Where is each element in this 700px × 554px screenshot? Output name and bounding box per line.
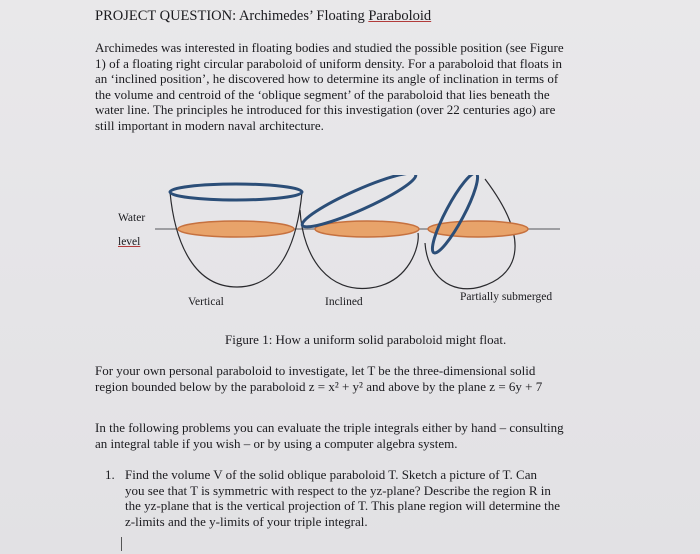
intro-line: an ‘inclined position’, he discovered how to determine its angle of inclination in terms of <box>95 71 559 86</box>
instructions-line: In the following problems you can evaluate the triple integrals either by hand – consulting <box>95 420 564 435</box>
water-cross-section <box>315 221 419 237</box>
region-line: region bounded below by the paraboloid z = x² + y² and above by the plane z = 6y + 7 <box>95 378 543 394</box>
level-label: level <box>118 236 141 248</box>
water-cross-section <box>428 221 528 237</box>
partially-submerged-paraboloid <box>425 175 528 289</box>
figure-caption: Figure 1: How a uniform solid paraboloid might float. <box>225 332 507 347</box>
title-prefix: PROJECT QUESTION: Archimedes’ Floating <box>95 8 369 24</box>
water-cross-section <box>178 221 294 237</box>
floating-paraboloid-figure <box>105 175 575 315</box>
intro-paragraph <box>95 40 605 133</box>
intro-line: the volume and centroid of the ‘oblique segment’ of the paraboloid that lies beneath the <box>95 86 550 102</box>
problem-line: Find the volume V of the solid oblique paraboloid T. Sketch a picture of T. Can <box>125 467 537 482</box>
vertical-label: Vertical <box>188 296 224 308</box>
inclined-paraboloid <box>298 175 419 288</box>
partially-submerged-label: Partially submerged <box>460 291 553 303</box>
problem-line: you see that T is symmetric with respect to the yz-plane? Describe the region R in <box>125 482 551 498</box>
instructions-paragraph <box>95 420 605 451</box>
intro-line: Archimedes was interested in floating bodies and studied the possible position (see Figure <box>95 40 564 55</box>
text-cursor[interactable] <box>121 537 122 551</box>
inclined-label: Inclined <box>325 296 363 308</box>
intro-line: water line. The principles he introduced for this investigation (over 22 centuries ago) are <box>95 102 556 117</box>
page-title <box>95 8 431 25</box>
water-label: Water <box>118 212 146 224</box>
instructions-line: an integral table if you wish – or by using a computer algebra system. <box>95 435 458 451</box>
vertical-paraboloid <box>170 184 302 287</box>
rim-ellipse <box>170 184 302 200</box>
region-line: For your own personal paraboloid to investigate, let T be the three-dimensional solid <box>95 363 536 378</box>
problem-line: the yz-plane that is the vertical projection of T. This plane region will determine the <box>125 498 560 513</box>
rim-ellipse <box>426 175 484 257</box>
intro-line: still important in modern naval architecture. <box>95 117 324 133</box>
problem-line: z-limits and the y-limits of your triple integral. <box>125 513 368 529</box>
intro-line: 1) of a floating right circular paraboloid of uniform density. For a paraboloid that floats in <box>95 55 563 71</box>
problem-text <box>125 467 605 529</box>
problem-number: 1. <box>105 467 115 482</box>
region-paragraph <box>95 363 605 394</box>
title-underlined-word: Paraboloid <box>368 8 432 24</box>
